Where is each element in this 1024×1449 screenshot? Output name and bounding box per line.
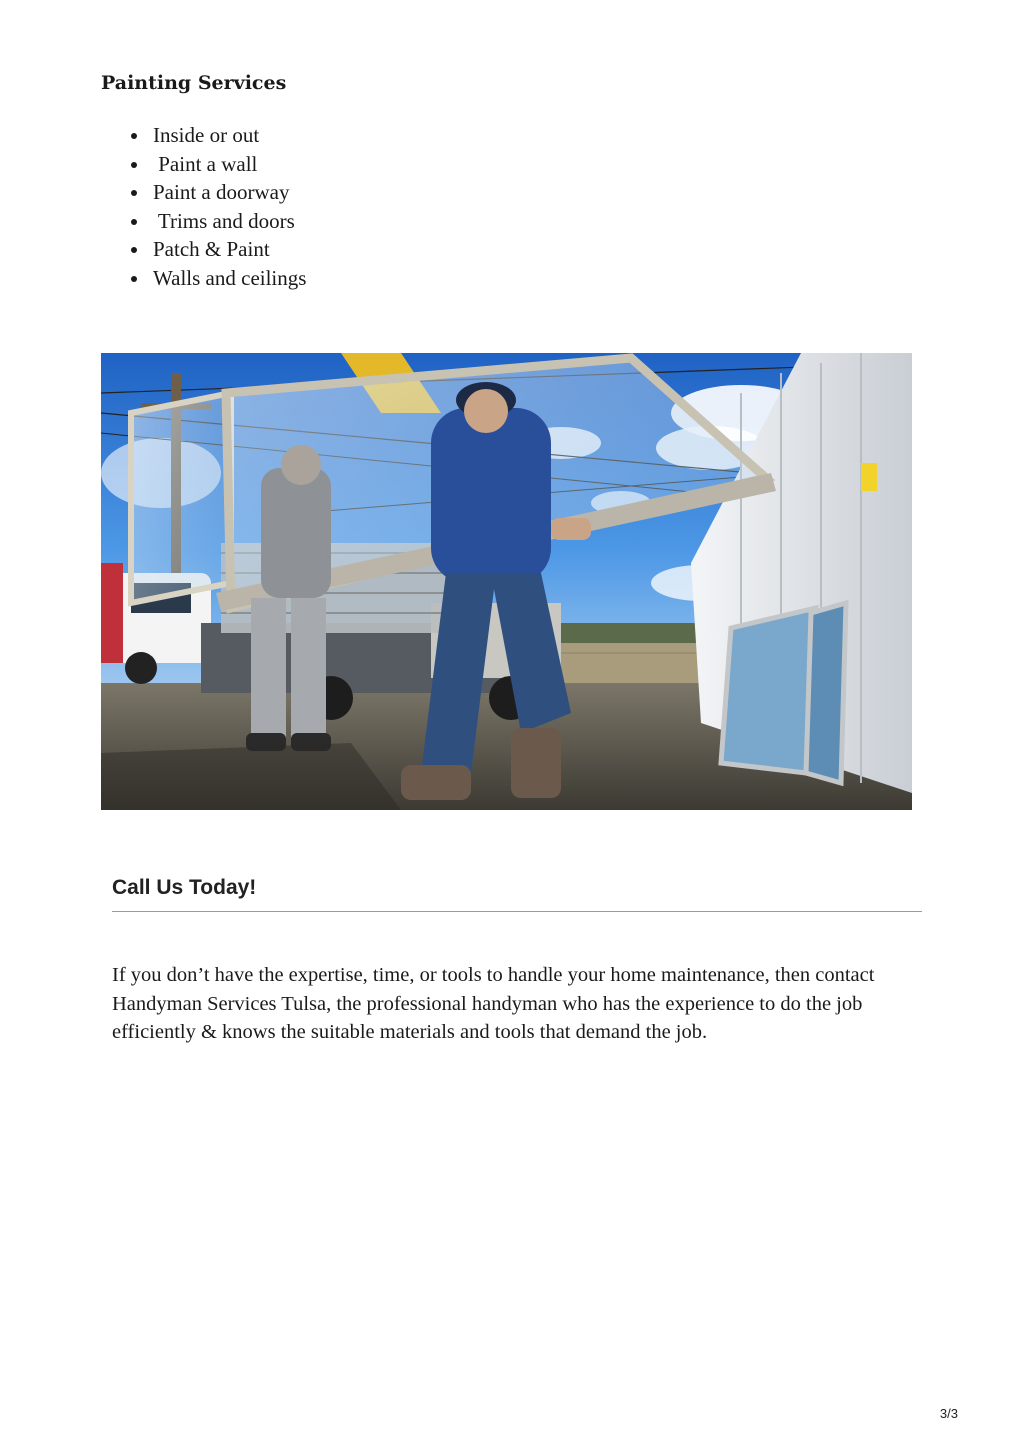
photo-illustration: [101, 353, 912, 810]
call-us-paragraph: If you don’t have the expertise, time, or tools to handle your home maintenance, then contact Handyman Services Tulsa, the professional handyman who has the experience to do the job efficiently & knows the suitable materials and tools that demand the job.: [112, 964, 875, 1043]
list-item-label: Walls and ceilings: [153, 265, 307, 290]
bullet-icon: [131, 219, 137, 225]
heading-divider: [112, 911, 922, 912]
workers-carrying-window-photo: [101, 353, 912, 810]
list-item: [131, 235, 306, 264]
list-item: [131, 264, 306, 293]
bullet-icon: [131, 190, 137, 196]
call-us-heading: Call Us Today!: [112, 876, 257, 899]
list-item: [131, 207, 306, 236]
list-item-label: Paint a doorway: [153, 180, 290, 204]
service-list: [131, 121, 306, 292]
list-item-label: Inside or out: [153, 123, 260, 147]
page-number: 3/3: [939, 1406, 958, 1421]
section-title: Painting Services: [101, 72, 287, 94]
bullet-icon: [131, 247, 137, 253]
bullet-icon: [131, 162, 137, 168]
list-item-label: Trims and doors: [153, 208, 295, 233]
bullet-icon: [131, 133, 137, 139]
list-item: [131, 121, 306, 150]
list-item: [131, 150, 306, 179]
list-item-label: Patch & Paint: [153, 237, 270, 261]
bullet-icon: [131, 276, 137, 282]
list-item: [131, 178, 306, 207]
list-item-label: Paint a wall: [153, 151, 258, 176]
